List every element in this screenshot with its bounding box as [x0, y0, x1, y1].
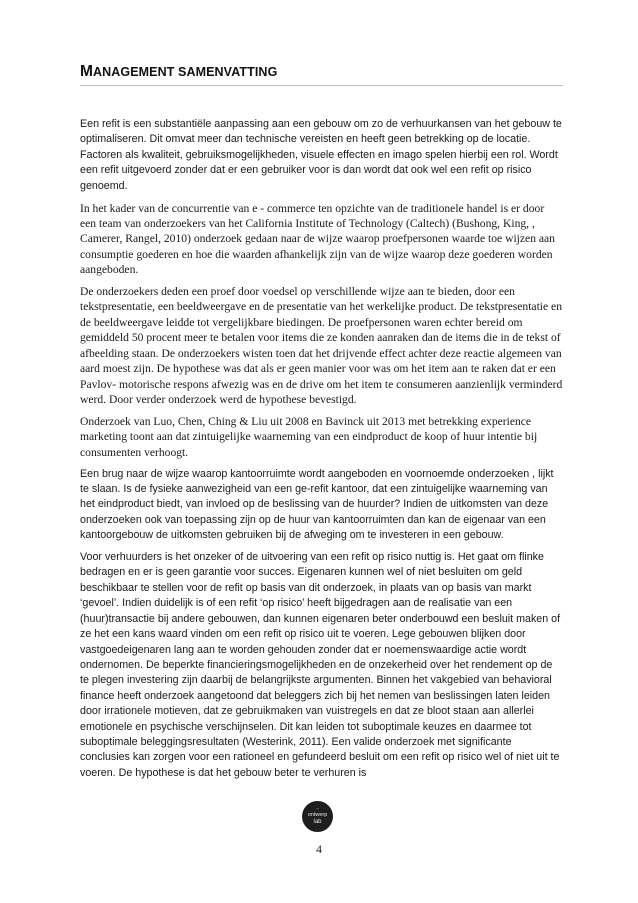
paragraph-experience-marketing: Onderzoek van Luo, Chen, Ching & Liu uit 2008 en Bavinck uit 2013 met betrekking experience marketing toont aan dat zintuigelijke waarneming van een eindproduct de koop of huur intentie bij consumenten verhoogt. [80, 414, 538, 459]
document-body [80, 117, 563, 788]
paragraph-office-bridge: Een brug naar de wijze waarop kantoorruimte wordt aangeboden en voornoemde onderzoeken , lijkt te slaan. Is de fysieke aanwezigheid van een ge-refit kantoor, dat een zintuigelijke waarneming van het eindproduct biedt, van invloed op de beslissing van de huurder? Indien de uitkomsten van deze onderzoeken ook van toepassing zijn op de huur van kantoorruimten dan kan de eigenaar van een kantoorgebouw de uitkomsten gebruiken bij de afweging om te investeren in een gebouw. [80, 467, 554, 542]
logo-line-1: ··· [315, 806, 320, 811]
page-title [80, 63, 277, 81]
title-rest: ANAGEMENT SAMENVATTING [93, 65, 278, 79]
logo-line-2: ontwerp [307, 812, 328, 818]
logo-line-3: lab [313, 819, 322, 825]
title-initial: M [80, 63, 94, 80]
paragraph-caltech-research: In het kader van de concurrentie van e - commerce ten opzichte van de traditionele handel is er door een team van onderzoekers van het California Institute of Technology (Caltech) (Bushong, King, , Camerer, Rangel, 2010) onderzoek gedaan naar de wijze waarop proefpersonen waarde toe wijzen aan consumptie goederen en hoe die waarden afhankelijk zijn van de wijze waarop deze goederen worden aangeboden. [80, 201, 555, 277]
footer-logo [302, 801, 333, 832]
title-divider [80, 85, 563, 86]
page-number: 4 [316, 842, 322, 856]
paragraph-landlords: Voor verhuurders is het onzeker of de uitvoering van een refit op risico nuttig is. Het gaat om flinke bedragen en er is geen garantie voor succes. Eigenaren kunnen wel of niet besluiten om geld beschikbaar te stellen voor de refit op basis van dit onderzoek, in plaats van op basis van markt ‘gevoel’. Indien duidelijk is of een refit ‘op risico’ heeft bijgedragen aan de realisatie van een (huur)transactie bij andere gebouwen, dan kunnen eigenaren beter onderbouwd een besluit maken of ze het een kans waard vinden om een refit op risico uit te voeren. Lege gebouwen blijken door vastgoedeigenaren lang aan te worden gehouden zonder dat er noemenswaardige actie wordt ondernomen. De beperkte financieringsmogelijkheden en de onzekerheid over het rendement op de te plegen investering zijn daarbij de belangrijkste argumenten. Binnen het vakgebied van behavioral finance heeft onderzoek aangetoond dat beleggers zich bij het nemen van beslissingen laten leiden door irrationele motieven, dat ze gebruikmaken van vuistregels en dat ze bloot staan aan allerlei emotionele en psychische verschijnselen. Dit kan leiden tot suboptimale keuzes en daarmee tot suboptimale beleggingsresultaten (Westerink, 2011). Een valide onderzoek met significante conclusies kan zorgen voor een rationeel en gefundeerd besluit om een refit op risico wel of niet uit te voeren. De hypothese is dat het gebouw beter te verhuren is [80, 551, 561, 779]
paragraph-experiment: De onderzoekers deden een proef door voedsel op verschillende wijze aan te bieden, door een tekstpresentatie, een beeldweergave en de presentatie van het werkelijke product. De tekstpresentatie en de beeldweergave leidde tot vergelijkbare biedingen. De proefpersonen waren echter bereid om gemiddeld 50 procent meer te betalen voor items die ze konden aanraken dan de items die in de tekst of afbeelding staan. De onderzoekers wisten toen dat het drijvende effect achter deze reactie algemeen van aard moest zijn. De hypothese was dat als er geen manier voor was om het item aan te raken dat er een Pavlov- motorische respons afwezig was en de drive om het item te consumeren aanzienlijk verminderd werd. Door verder onderzoek werd de hypothese bevestigd. [80, 285, 563, 406]
paragraph-refit-definition: Een refit is een substantiële aanpassing aan een gebouw om zo de verhuurkansen van het gebouw te optimaliseren. Dit omvat meer dan technische vereisten en heeft geen betrekking op de locatie. Factoren als kwaliteit, gebruiksmogelijkheden, visuele effecten en imago spelen hierbij een rol. Wordt een refit uitgevoerd zonder dat er een gebruiker voor is dan wordt dat ook wel een refit op risico genoemd. [80, 118, 562, 192]
